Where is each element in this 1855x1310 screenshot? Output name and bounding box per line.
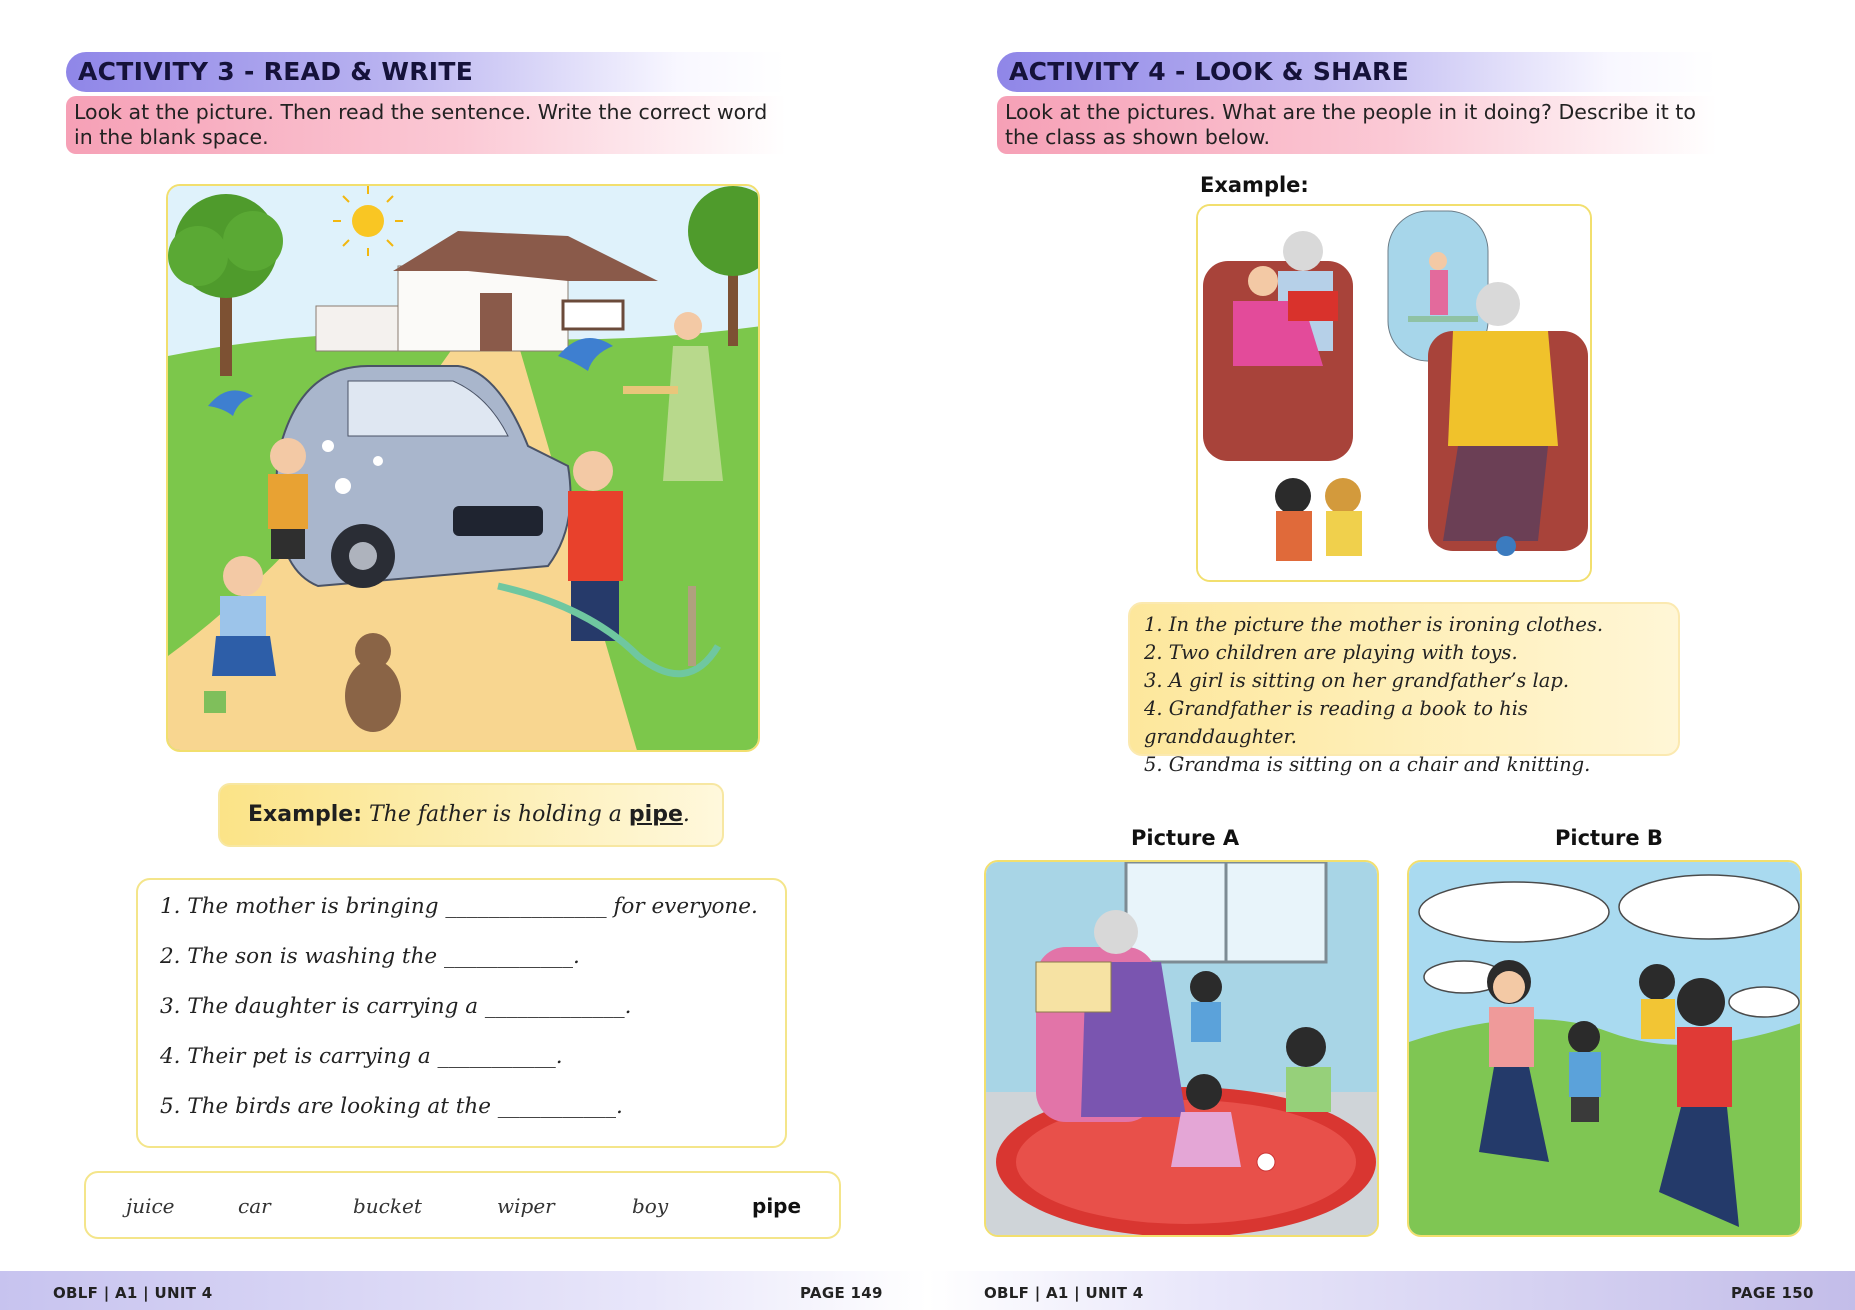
tap-icon xyxy=(688,586,696,666)
footer-right-series: OBLF | A1 | UNIT 4 xyxy=(984,1284,1144,1302)
example-answer: pipe xyxy=(628,802,683,827)
example-family-illustration xyxy=(1196,204,1592,582)
answer-blank[interactable]: _______________ xyxy=(445,894,607,919)
picture-a xyxy=(984,860,1379,1237)
sentence: 2. Two children are playing with toys. xyxy=(1144,641,1518,664)
question-text: The birds are looking at the xyxy=(187,1094,498,1119)
word-bank-item: car xyxy=(238,1194,271,1218)
sentence: 3. A girl is sitting on her grandfather’s lap. xyxy=(1144,669,1570,692)
answer-blank[interactable]: ___________ xyxy=(497,1094,617,1119)
footer-left-series: OBLF | A1 | UNIT 4 xyxy=(53,1284,213,1302)
picture-b-scene xyxy=(1409,862,1802,1237)
picture-a-scene xyxy=(986,862,1379,1237)
question-text-end: . xyxy=(572,944,580,969)
activity-3-instructions: Look at the picture. Then read the sentence. Write the correct word in the blank space. xyxy=(66,96,786,154)
footer-right-page-number: PAGE 150 xyxy=(1731,1284,1814,1302)
family-car-wash-illustration xyxy=(166,184,760,752)
picture-b xyxy=(1407,860,1802,1237)
question-number: 4. xyxy=(160,1044,181,1069)
sentence: 4. Grandfather is reading a book to his granddaughter. xyxy=(1144,697,1528,748)
question-1 xyxy=(160,894,758,919)
question-number: 1. xyxy=(160,894,181,919)
example-sentences xyxy=(1128,602,1680,776)
question-text: The son is washing the xyxy=(187,944,444,969)
activity-3-example xyxy=(218,783,724,847)
book-icon xyxy=(1288,291,1338,321)
question-text-end: . xyxy=(624,994,632,1019)
word-bank-item: wiper xyxy=(497,1194,555,1218)
sentence: 1. In the picture the mother is ironing clothes. xyxy=(1144,613,1604,636)
question-text-end: . xyxy=(555,1044,563,1069)
question-number: 2. xyxy=(160,944,181,969)
answer-blank[interactable]: ___________ xyxy=(437,1044,556,1069)
question-text: Their pet is carrying a xyxy=(187,1044,438,1069)
question-4 xyxy=(160,1044,563,1069)
answer-blank[interactable]: ____________ xyxy=(443,944,573,969)
question-text-end: for everyone. xyxy=(606,894,758,919)
sentence: 5. Grandma is sitting on a chair and knitting. xyxy=(1144,753,1591,776)
footer-left-page-number: PAGE 149 xyxy=(800,1284,883,1302)
car-wash-scene xyxy=(168,186,760,752)
question-number: 3. xyxy=(160,994,181,1019)
question-text-end: . xyxy=(616,1094,623,1119)
left-page xyxy=(0,0,927,1310)
question-text: The daughter is carrying a xyxy=(187,994,485,1019)
footer-bar xyxy=(0,1271,1855,1310)
ball-icon xyxy=(1257,1153,1275,1171)
example-sentence: The father is holding a xyxy=(369,802,629,827)
book-icon xyxy=(1036,962,1111,1012)
word-bank-item-used: pipe xyxy=(752,1194,802,1218)
grandparents-scene xyxy=(1198,206,1592,582)
question-number: 5. xyxy=(160,1094,181,1119)
picture-a-label: Picture A xyxy=(1131,826,1240,850)
question-2 xyxy=(160,944,580,969)
example-label: Example: xyxy=(248,802,362,827)
right-page xyxy=(928,0,1855,1310)
activity-3-title: ACTIVITY 3 - READ & WRITE xyxy=(66,52,786,92)
son-figure xyxy=(268,438,308,559)
question-5 xyxy=(160,1094,623,1119)
picture-b-label: Picture B xyxy=(1555,826,1663,850)
word-bank-item: bucket xyxy=(353,1194,422,1218)
yarn-ball-icon xyxy=(1496,536,1516,556)
example-end: . xyxy=(682,802,690,827)
answer-blank[interactable]: _____________ xyxy=(484,994,625,1019)
word-bank-item: boy xyxy=(632,1194,669,1218)
word-bank-item: juice xyxy=(126,1194,175,1218)
question-text: The mother is bringing xyxy=(187,894,446,919)
word-bank xyxy=(84,1171,841,1239)
question-3 xyxy=(160,994,632,1019)
activity-4-title: ACTIVITY 4 - LOOK & SHARE xyxy=(997,52,1717,92)
example-heading: Example: xyxy=(1200,173,1309,197)
activity-4-instructions: Look at the pictures. What are the people in it doing? Describe it to the class as shown below. xyxy=(997,96,1717,154)
